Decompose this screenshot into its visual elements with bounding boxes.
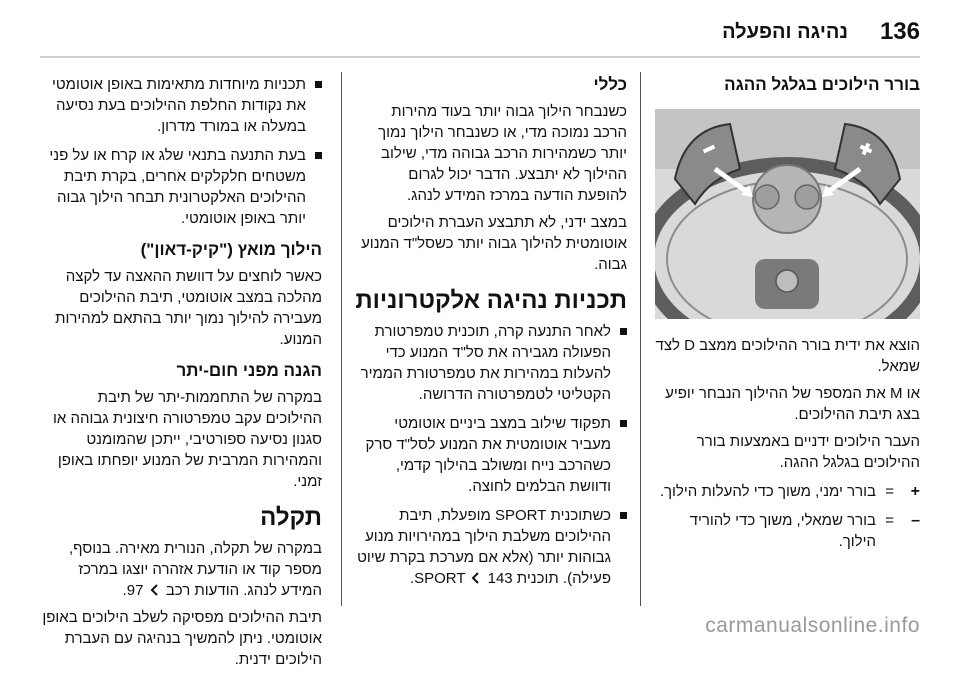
bullet-text-slope-programs: תכניות מיוחדות מתאימות באופן אוטומטי את נקודות החלפת ההילוכים בעת נסיעה במעלה או במורד מדרון. <box>51 76 306 135</box>
manual-mode-paragraph: במצב ידני, לא תתבצע העברת הילוכים אוטומטית להילוך גבוה יותר כשסל"ד המנוע גבוה. <box>361 214 627 273</box>
column-divider-left <box>341 72 342 606</box>
header-rule <box>40 56 920 58</box>
bullet-text-neutral: תפקוד שילוב במצב ביניים אוטומטי מעביר אוטומטית את המנוע לסל"ד סרק כשהרכב נייח ומשולב בהילוך קדמי, ודוושת הבלמים לחוצה. <box>365 415 611 495</box>
section-heading-overheat: הגנה מפני חום-יתר <box>176 361 322 380</box>
column-left <box>40 74 322 676</box>
section-heading-electronic-programs: תכניות נהיגה אלקטרוניות <box>355 287 627 314</box>
gear-display-note: או M את המספר של ההילוך הנבחר יופיע בצג תיבת ההילוכים. <box>665 385 920 423</box>
fault-text: במקרה של תקלה, הנורית מאירה. בנוסף, מספר קוד או הודעת אזהרה יוצגו במרכז המידע לנהג. הודעות רכב <box>68 540 322 599</box>
page-reference-icon <box>469 571 483 585</box>
equals-sign: = <box>885 512 894 529</box>
general-paragraph: כשנבחר הילוך גבוה יותר בעוד מהירות הרכב נמוכה מדי, או כשנבחר הילוך נמוך יותר כשמהירות הרכב גבוהה מדי, שילוב ההילוך לא יתבצע. הדבר יכול לגרום להופעת הודעה במרכז המידע לנהג. <box>378 103 627 204</box>
bullet-icon <box>620 420 627 427</box>
list-item <box>355 413 627 497</box>
paddle-plus-row <box>655 481 920 502</box>
page-reference-icon <box>148 583 162 597</box>
column-middle <box>355 74 627 597</box>
page-reference-messages[interactable]: 97 <box>126 582 144 599</box>
plus-symbol: + <box>910 483 920 500</box>
bullet-text-warmup: לאחר התנעה קרה, תוכנית טמפרטורת הפעולה מגבירה את סל"ד המנוע כדי להעלות במהירות את טמפרטורת הממיר הקטליטי לטמפרטורה הדרושה. <box>360 323 611 403</box>
fault-paragraph: במקרה של תקלה, הנורית מאירה. בנוסף, מספר קוד או הודעת אזהרה יוצגו במרכז המידע לנהג. הודעות רכב 97. <box>68 540 322 599</box>
manual-shift-note: העבר הילוכים ידניים באמצעות בורר ההילוכים בגלגל ההגה. <box>696 433 920 471</box>
minus-symbol: – <box>911 512 920 529</box>
watermark: carmanualsonline.info <box>705 614 920 637</box>
section-heading-steering-wheel-shift: בורר הילוכים בגלגל ההגה <box>724 75 920 94</box>
list-item <box>40 145 322 229</box>
bullet-text-sport: כשתוכנית SPORT מופעלת, תיבת ההילוכים משלבת הילוך במהירויות מנוע גבוהות יותר (אלא אם מערכת בקרת שיוט פעילה). תוכנית SPORT <box>357 507 611 587</box>
bullet-icon <box>620 328 627 335</box>
page-header <box>0 0 960 62</box>
bullet-text-slippery: בעת התנעה בתנאי שלג או קרח או על פני משטחים חלקלקים אחרים, בקרת תיבת ההילוכים האלקטרונית תבחר הילוך גבוה יותר באופן אוטומטי. <box>49 147 306 227</box>
list-item: כשתוכנית SPORT מופעלת, תיבת ההילוכים משלבת הילוך במהירויות מנוע גבוהות יותר (אלא אם מערכת בקרת שיוט פעילה). תוכנית SPORT 143. <box>355 505 627 589</box>
column-divider-right <box>640 72 641 606</box>
section-heading-general: כללי <box>593 75 627 94</box>
page-number: 136 <box>879 18 920 45</box>
paddle-minus-text: בורר שמאלי, משוך כדי להוריד הילוך. <box>689 512 876 550</box>
section-heading-kickdown: הילוך מואץ ("קיק-דאון") <box>140 240 322 259</box>
kickdown-paragraph: כאשר לוחצים על דוושת ההאצה עד לקצה מהלכה במצב אוטומטי, תיבת ההילוכים מעבירה להילוך נמוך יותר בהתאם למהירות המנוע. <box>55 268 322 348</box>
column-right <box>655 74 920 556</box>
bullet-icon <box>620 512 627 519</box>
equals-sign: = <box>885 483 894 500</box>
section-heading-fault: תקלה <box>260 504 322 531</box>
paddle-minus-row <box>655 510 920 552</box>
bullet-icon <box>315 81 322 88</box>
steering-wheel-paddles-photo <box>655 109 920 319</box>
instruction-move-selector: הוצא את ידית בורר ההילוכים ממצב D לצד שמאל. <box>655 337 920 375</box>
bullet-icon <box>315 152 322 159</box>
fault-manual-paragraph: תיבת ההילוכים מפסיקה לשלב הילוכים באופן אוטומטי. ניתן להמשיך בנהיגה עם העברת הילוכים ידנית. <box>42 609 322 668</box>
page-reference-sport[interactable]: 143 <box>487 570 513 587</box>
page-title: נהיגה והפעלה <box>722 21 848 43</box>
list-item <box>40 74 322 137</box>
list-item <box>355 321 627 405</box>
paddle-plus-text: בורר ימני, משוך כדי להעלות הילוך. <box>659 483 876 500</box>
overheat-paragraph: במקרה של התחממות-יתר של תיבת ההילוכים עקב טמפרטורה חיצונית גבוהה או סגנון נסיעה ספורטיבי, ייתכן שהמומנט והמהירות המרבית של המנוע יופחתו באופן זמני. <box>53 389 322 490</box>
